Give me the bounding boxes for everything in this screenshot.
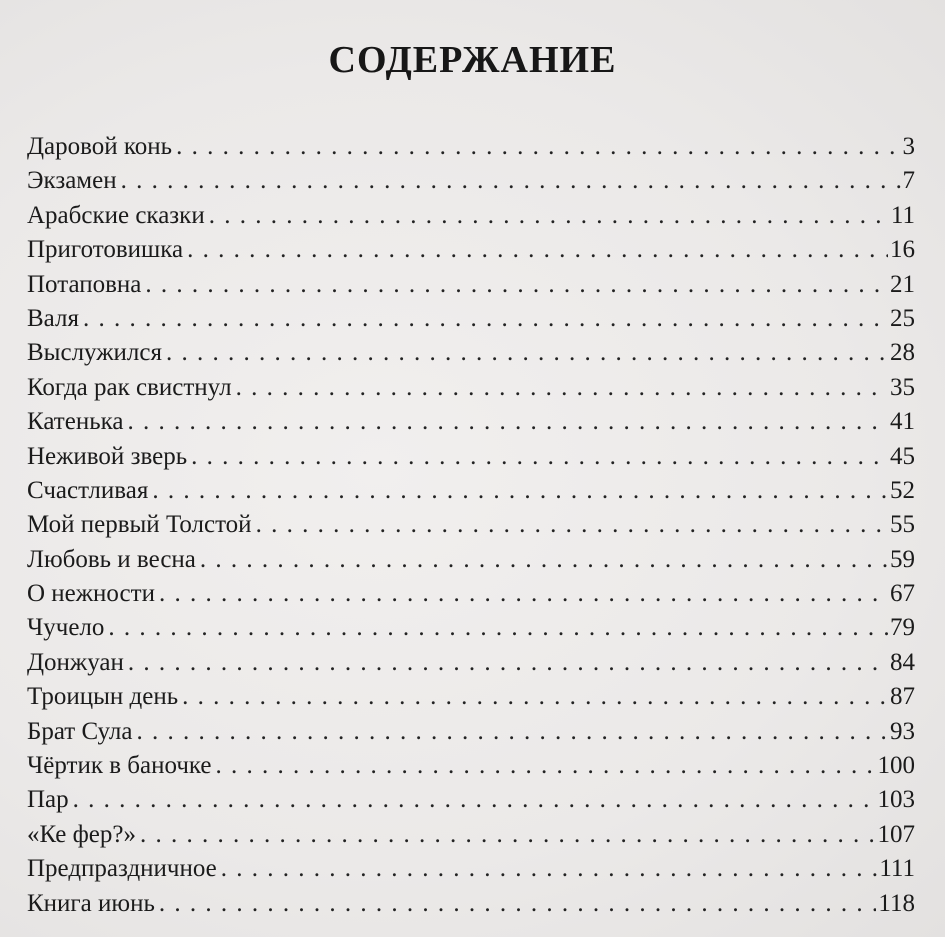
toc-entry-page-number: 103 bbox=[877, 786, 915, 814]
toc-entry bbox=[27, 715, 915, 749]
toc-dot-leader bbox=[121, 164, 901, 198]
toc-entry bbox=[27, 474, 915, 508]
toc-dot-leader bbox=[200, 543, 888, 577]
toc-entry-page-number: 16 bbox=[890, 236, 915, 264]
toc-entry-page-number: 52 bbox=[890, 476, 915, 504]
toc-entry-title: Приготовишка bbox=[27, 236, 184, 264]
toc-entry-title: Донжуан bbox=[27, 648, 124, 676]
toc-dot-leader bbox=[166, 336, 888, 370]
toc-entry-page-number: 118 bbox=[878, 889, 915, 917]
toc-entry bbox=[27, 268, 915, 302]
toc-dot-leader bbox=[182, 680, 888, 714]
toc-entry-title: О нежности bbox=[27, 580, 155, 608]
toc-entry-page-number: 79 bbox=[890, 614, 915, 642]
toc-dot-leader bbox=[73, 783, 876, 817]
toc-dot-leader bbox=[216, 749, 876, 783]
toc-dot-leader bbox=[108, 611, 888, 645]
toc-entry bbox=[27, 371, 915, 405]
toc-entry bbox=[27, 233, 915, 267]
toc-entry-title: «Ке фер?» bbox=[27, 820, 136, 848]
toc-entry bbox=[27, 164, 915, 198]
toc-dot-leader bbox=[137, 715, 888, 749]
toc-entry-title: Когда рак свистнул bbox=[27, 373, 232, 401]
toc-entry-title: Выслужился bbox=[27, 339, 162, 367]
toc-dot-leader bbox=[209, 199, 889, 233]
toc-entry-page-number: 3 bbox=[902, 133, 915, 160]
toc-dot-leader bbox=[191, 440, 888, 474]
toc-entry bbox=[27, 405, 915, 439]
toc-dot-leader bbox=[256, 508, 888, 542]
toc-entry-page-number: 55 bbox=[890, 511, 915, 539]
toc-entry bbox=[27, 887, 915, 921]
toc-entry bbox=[27, 852, 915, 886]
toc-entry bbox=[27, 508, 915, 542]
toc-entry-title: Экзамен bbox=[27, 167, 117, 195]
toc-entry-page-number: 7 bbox=[902, 167, 915, 195]
toc-entry bbox=[27, 130, 915, 164]
toc-entry-title: Мой первый Толстой bbox=[27, 511, 252, 539]
toc-entry-page-number: 111 bbox=[879, 855, 915, 883]
page-title: СОДЕРЖАНИЕ bbox=[328, 39, 617, 81]
toc-dot-leader bbox=[236, 371, 888, 405]
toc-entry-page-number: 35 bbox=[890, 373, 915, 401]
toc-entry-page-number: 93 bbox=[890, 717, 915, 745]
toc-dot-leader bbox=[221, 852, 878, 886]
toc-entry-page-number: 41 bbox=[890, 408, 915, 436]
toc-entry bbox=[27, 302, 915, 336]
toc-entry-page-number: 59 bbox=[890, 545, 915, 573]
table-of-contents bbox=[27, 130, 915, 921]
toc-entry bbox=[27, 199, 915, 233]
toc-dot-leader bbox=[159, 577, 888, 611]
toc-entry-page-number: 84 bbox=[890, 648, 915, 676]
toc-entry bbox=[27, 818, 915, 852]
toc-entry-title: Чучело bbox=[27, 614, 105, 642]
toc-entry bbox=[27, 646, 915, 680]
toc-dot-leader bbox=[140, 818, 876, 852]
toc-dot-leader bbox=[176, 130, 900, 164]
toc-entry-page-number: 11 bbox=[890, 201, 915, 229]
toc-entry-title: Неживой зверь bbox=[27, 442, 188, 470]
toc-entry-title: Любовь и весна bbox=[27, 545, 196, 573]
toc-dot-leader bbox=[159, 887, 877, 921]
toc-entry-page-number: 25 bbox=[890, 304, 915, 332]
toc-entry bbox=[27, 440, 915, 474]
toc-entry-page-number: 28 bbox=[890, 339, 915, 367]
toc-entry bbox=[27, 543, 915, 577]
toc-entry-page-number: 107 bbox=[877, 820, 915, 848]
toc-entry bbox=[27, 336, 915, 370]
toc-entry bbox=[27, 749, 915, 783]
toc-entry-title: Предпраздничное bbox=[27, 855, 217, 883]
toc-entry-title: Пар bbox=[27, 786, 69, 814]
toc-entry-title: Брат Сула bbox=[27, 717, 133, 745]
toc-dot-leader bbox=[187, 233, 888, 267]
toc-entry bbox=[27, 611, 915, 645]
toc-entry bbox=[27, 783, 915, 817]
toc-entry-title: Даровой конь bbox=[27, 133, 173, 160]
toc-dot-leader bbox=[128, 646, 888, 680]
toc-entry-title: Арабские сказки bbox=[27, 201, 205, 229]
toc-entry-page-number: 67 bbox=[890, 580, 915, 608]
toc-entry-title: Валя bbox=[27, 304, 79, 332]
toc-dot-leader bbox=[145, 268, 888, 302]
toc-entry-title: Троицын день bbox=[27, 683, 179, 711]
toc-entry-page-number: 87 bbox=[890, 683, 915, 711]
toc-entry-title: Счастливая bbox=[27, 476, 149, 504]
toc-entry-title: Книга июнь bbox=[27, 889, 155, 917]
toc-entry-page-number: 100 bbox=[877, 752, 915, 780]
toc-dot-leader bbox=[83, 302, 888, 336]
toc-dot-leader bbox=[152, 474, 888, 508]
toc-entry bbox=[27, 577, 915, 611]
toc-entry-title: Катенька bbox=[27, 408, 124, 436]
toc-entry-page-number: 21 bbox=[890, 270, 915, 298]
toc-dot-leader bbox=[127, 405, 888, 439]
toc-entry-title: Потаповна bbox=[27, 270, 142, 298]
toc-entry-title: Чёртик в баночке bbox=[27, 752, 212, 780]
toc-entry bbox=[27, 680, 915, 714]
toc-entry-page-number: 45 bbox=[890, 442, 915, 470]
